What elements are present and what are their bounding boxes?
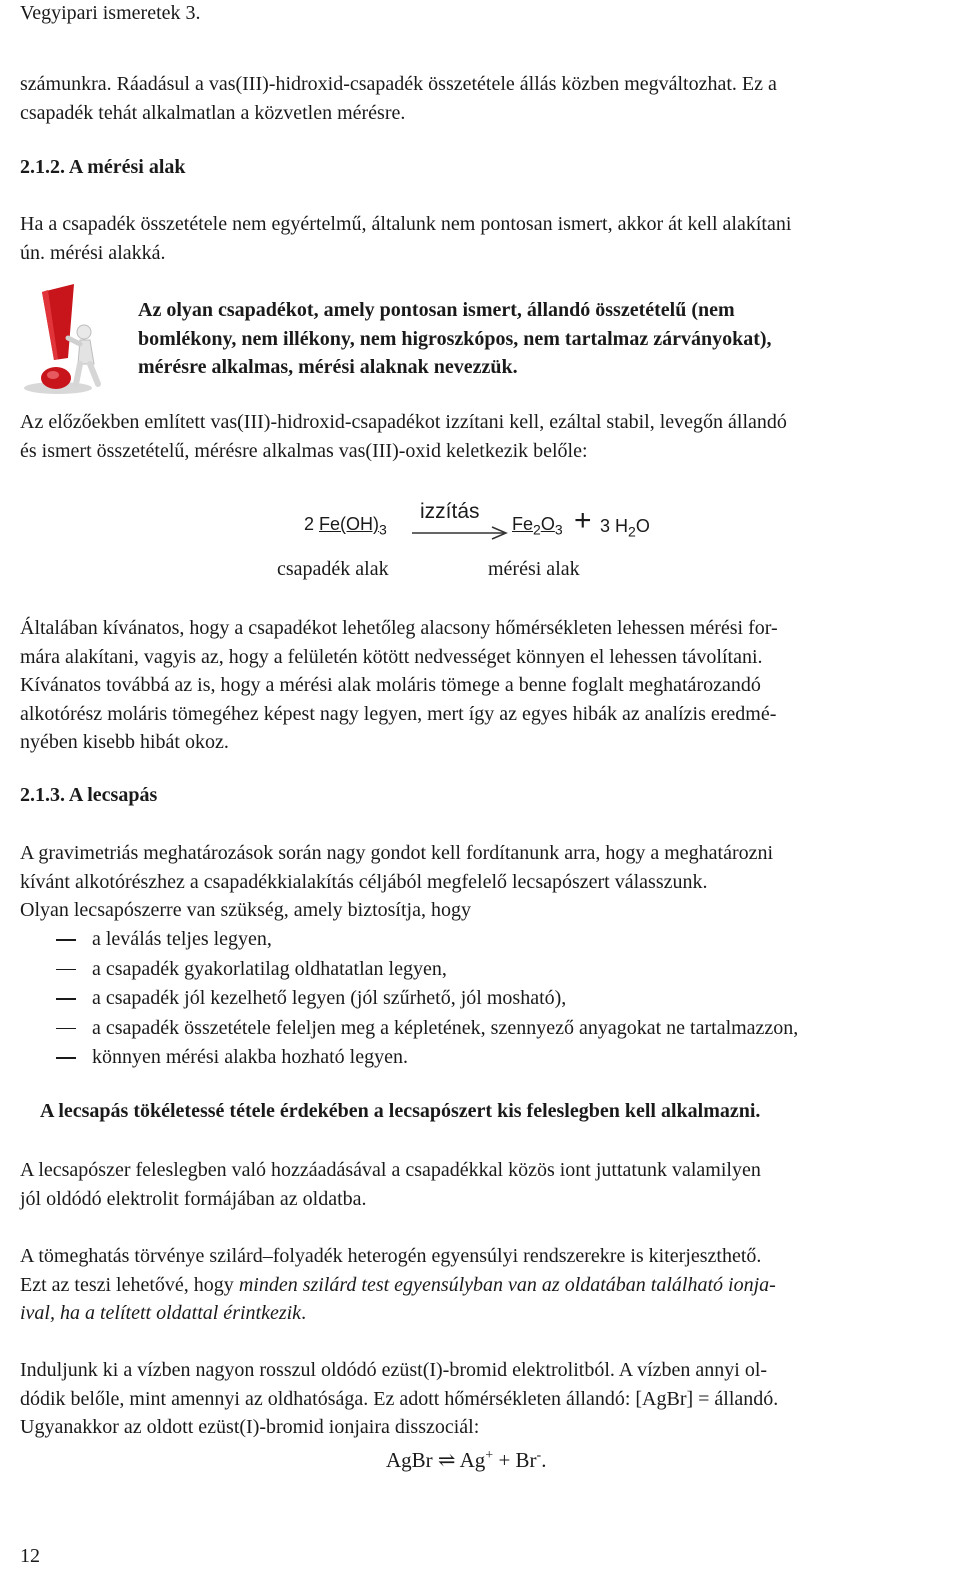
running-header: Vegyipari ismeretek 3. xyxy=(20,2,201,24)
paragraph-excess-reagent: A lecsapószer feleslegben való hozzáadásával a csapadékkal közös iont juttatunk valamilyen jól oldódó elektrolit formájában az oldatba. xyxy=(20,1159,761,1210)
reaction-condition: izzítás xyxy=(420,500,480,523)
product-iron-oxide: $Fe_2O_3$ xyxy=(512,514,563,538)
paragraph-desirable: Általában kívánatos, hogy a csapadékot lehetőleg alacsony hőmérsékleten lehessen mérési for- mára alakítani, vagyis az, hogy a felületén kötött nedvességet könnyen el lehessen távolítani. Kívánatos továbbá az is, hogy a mérési alak moláris tömege a benne foglalt meghatározandó alkotórész moláris tömegéhez képest nagy legyen, mert így az egyes hibák az analízis eredmé- nyében kisebb hibát okoz. xyxy=(20,617,778,753)
section-heading-2-1-3: 2.1.3. A lecsapás xyxy=(20,784,158,806)
plus-sign: + xyxy=(574,504,592,537)
measuring-form-label: mérési alak xyxy=(488,558,580,580)
paragraph-intro: számunkra. Ráadásul a vas(III)-hidroxid-csapadék összetétele állás közben megváltozhat. Ez a csapadék tehát alkalmatlan a közvetlen mérésre. xyxy=(20,73,777,124)
reaction-arrow-icon xyxy=(412,526,508,540)
list-item: a csapadék gyakorlatilag oldhatatlan legyen, xyxy=(20,955,798,985)
ignition-equation xyxy=(300,498,700,548)
requirements-list xyxy=(20,925,798,1073)
section-heading-2-1-2: 2.1.2. A mérési alak xyxy=(20,156,186,178)
key-statement: A lecsapás tökéletessé tétele érdekében a lecsapószert kis feleslegben kell alkalmazni. xyxy=(40,1100,761,1122)
paragraph-gravimetric: A gravimetriás meghatározások során nagy gondot kell fordítanunk arra, hogy a meghatározni kívánt alkotórészhez a csapadékkialakítás céljából megfelelő lecsapószert válasszunk. Olyan lecsapószerre van szükség, amely biztosítja, hogy xyxy=(20,842,774,921)
product-water: 3 $H_2O$ xyxy=(600,516,650,540)
dissociation-equation: AgBr ⇌ Ag+ + Br-. xyxy=(386,1448,547,1472)
list-item: a leválás teljes legyen, xyxy=(20,925,798,955)
list-item: a csapadék jól kezelhető legyen (jól szűrhető, jól mosható), xyxy=(20,984,798,1014)
list-item: a csapadék összetétele feleljen meg a képletének, szennyező anyagokat ne tartalmazzon, xyxy=(20,1014,798,1044)
precipitate-form-label: csapadék alak xyxy=(277,558,389,580)
page-number: 12 xyxy=(20,1545,40,1567)
exclamation-figure-icon xyxy=(18,284,118,396)
paragraph-ignition: Az előzőekben említett vas(III)-hidroxid-csapadékot izzítani kell, ezáltal stabil, levegőn állandó és ismert összetételű, mérésre alkalmas vas(III)-oxid keletkezik belőle: xyxy=(20,411,787,462)
definition-note: Az olyan csapadékot, amely pontosan ismert, állandó összetételű (nem bomlékony, nem illékony, nem higroszkópos, nem tartalmaz zárványokat), mérésre alkalmas, mérési alaknak nevezzük. xyxy=(138,299,772,378)
reactant: 2 $Fe(OH)_3$ xyxy=(304,514,387,538)
paragraph-mass-action: A tömeghatás törvénye szilárd–folyadék heterogén egyensúlyi rendszerekre is kiterjeszthető. Ezt az teszi lehetővé, hogy minden szilárd test egyensúlyban van az oldatában található ionja- ival, ha a telített oldattal érintkezik. xyxy=(20,1245,776,1324)
list-item: könnyen mérési alakba hozható legyen. xyxy=(20,1043,798,1073)
paragraph-measuring-form: Ha a csapadék összetétele nem egyértelmű, általunk nem pontosan ismert, akkor át kell alakítani ún. mérési alakká. xyxy=(20,213,792,264)
paragraph-silver-bromide: Induljunk ki a vízben nagyon rosszul oldódó ezüst(I)-bromid elektrolitból. A vízben annyi ol- dódik belőle, mint amennyi az oldhatósága. Ez adott hőmérsékleten állandó: [AgBr] = állandó. Ugyanakkor az oldott ezüst(I)-bromid ionjaira disszociál: xyxy=(20,1359,779,1438)
equilibrium-arrow-icon: ⇌ xyxy=(437,1448,456,1472)
